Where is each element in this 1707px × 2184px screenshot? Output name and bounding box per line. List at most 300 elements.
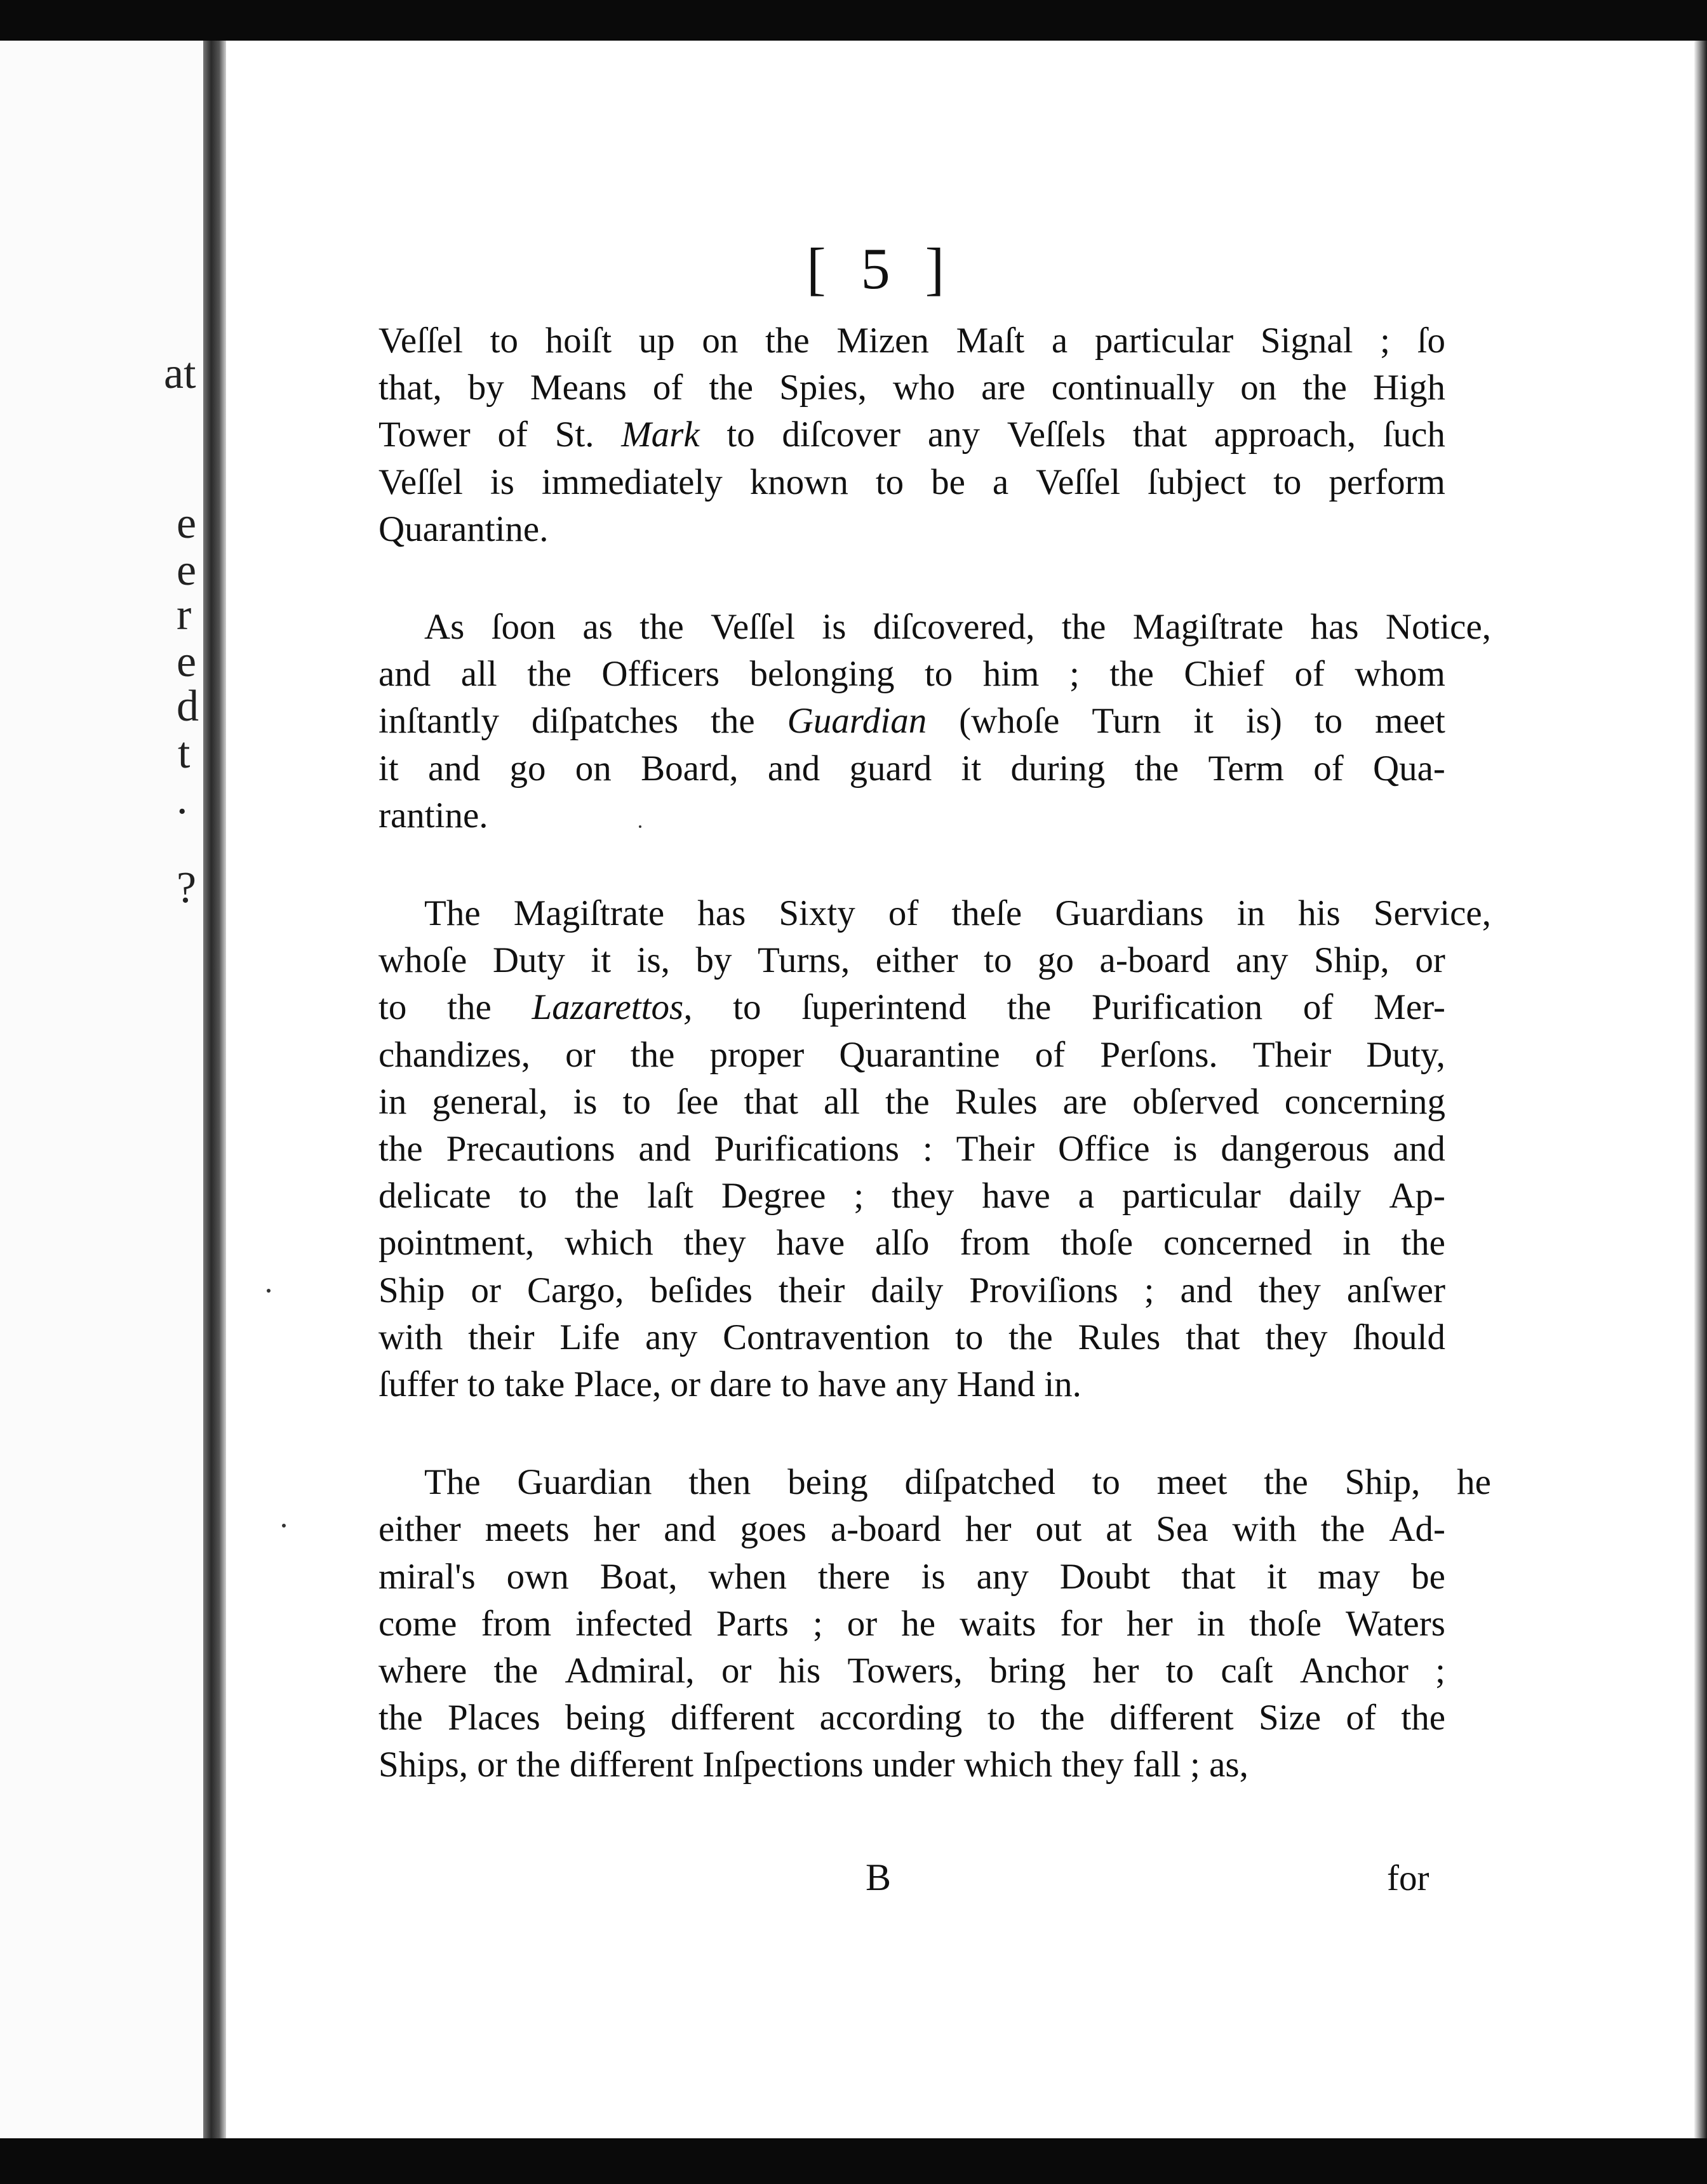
word: Chief	[1184, 654, 1264, 695]
word: of	[1294, 654, 1325, 695]
word: ſubject	[1148, 462, 1247, 502]
word: or	[670, 1364, 710, 1405]
word: Ap-	[1389, 1176, 1445, 1216]
word: dare	[709, 1364, 781, 1405]
word: general,	[432, 1081, 548, 1122]
word: Guardian	[517, 1462, 652, 1503]
word: to	[1092, 1462, 1120, 1503]
word: by	[695, 940, 732, 981]
text-line	[378, 984, 1445, 1031]
word: all	[823, 1081, 860, 1122]
word: daily	[1289, 1176, 1362, 1216]
facing-page-fragment: e	[177, 637, 197, 686]
page-right-edge	[1694, 41, 1707, 2138]
word: Veſſel	[378, 462, 463, 502]
text-line	[378, 1314, 1445, 1361]
word: theſe	[951, 893, 1022, 934]
word: approach,	[1214, 415, 1356, 455]
word: Contravention	[723, 1317, 930, 1357]
word: with	[1232, 1509, 1297, 1550]
word: the	[765, 321, 810, 361]
word: Perſons.	[1100, 1034, 1218, 1075]
text-line	[378, 1126, 1445, 1173]
word: where	[378, 1651, 467, 1691]
word: Veſſels	[1007, 415, 1106, 455]
word: by	[467, 368, 504, 408]
word: thoſe	[1061, 1223, 1134, 1263]
word: Sixty	[779, 893, 855, 934]
text-line	[378, 364, 1445, 411]
word: waits	[960, 1603, 1036, 1644]
word: Officers	[601, 654, 720, 695]
word: the	[885, 1081, 930, 1122]
facing-page-fragment: ?	[177, 863, 197, 912]
word: Qua-	[1372, 748, 1445, 789]
word: Inſpections	[702, 1745, 873, 1785]
word: immediately	[541, 462, 723, 502]
word: Life	[559, 1317, 620, 1357]
text-line	[378, 1741, 1445, 1788]
word: to	[1165, 1651, 1195, 1691]
word: as	[582, 607, 613, 648]
paragraph-gap	[378, 1408, 1445, 1459]
word: of	[1034, 1034, 1066, 1075]
word: is)	[1245, 701, 1282, 742]
word: daily	[871, 1270, 944, 1310]
word: Ad-	[1389, 1509, 1445, 1550]
word: Boat,	[599, 1556, 678, 1597]
italic-word: Lazarettos,	[532, 987, 693, 1028]
word: Veſſel	[378, 321, 463, 361]
word: and	[1393, 1129, 1445, 1169]
word: Mizen	[836, 321, 929, 361]
text-line	[378, 604, 1491, 651]
word: Places	[448, 1698, 540, 1738]
word: to	[726, 415, 755, 455]
paragraph-gap	[378, 839, 1445, 890]
text-line	[378, 792, 1445, 839]
word: ſuperintend	[801, 987, 967, 1028]
paragraph-gap	[378, 553, 1445, 604]
word: different	[569, 1745, 703, 1785]
word: caſt	[1221, 1651, 1273, 1691]
word: laſt	[647, 1176, 693, 1216]
word: Turns,	[758, 940, 850, 981]
word: to	[955, 1317, 984, 1357]
text-line	[378, 937, 1445, 984]
word: is,	[636, 940, 670, 981]
word: any	[1236, 940, 1289, 981]
word: Magiſtrate	[513, 893, 665, 934]
word: have	[982, 1176, 1050, 1216]
word: to	[875, 462, 904, 502]
facing-page-fragment: d	[177, 682, 199, 731]
word: Mer-	[1374, 987, 1445, 1028]
word: he	[1457, 1462, 1491, 1503]
word: Towers,	[847, 1651, 963, 1691]
word: the	[1264, 1462, 1308, 1503]
word: have	[776, 1223, 845, 1263]
word: to	[733, 987, 761, 1028]
paragraph	[378, 1459, 1491, 1788]
word: which	[565, 1223, 653, 1263]
body-text	[378, 317, 1491, 1789]
paragraph	[378, 317, 1445, 553]
word: the	[630, 1034, 675, 1075]
word: they	[1061, 1745, 1133, 1785]
word: Term	[1208, 748, 1284, 789]
word: Spies,	[779, 368, 867, 408]
word: is	[822, 607, 847, 648]
word: Board,	[641, 748, 739, 789]
word: ſo	[1417, 321, 1445, 361]
word: and	[664, 1509, 716, 1550]
scan-top-border	[0, 0, 1707, 41]
word: High	[1372, 368, 1445, 408]
signature-mark: B	[866, 1856, 892, 1898]
word: :	[922, 1129, 933, 1169]
word: go	[1038, 940, 1074, 981]
word: ſuch	[1382, 415, 1445, 455]
word: or	[1415, 940, 1445, 981]
word: Degree	[721, 1176, 826, 1216]
word: Purification	[1092, 987, 1263, 1028]
word: Duty	[492, 940, 565, 981]
word: his	[1298, 893, 1341, 934]
word: any	[927, 415, 981, 455]
word: it	[1266, 1556, 1287, 1597]
word: when	[708, 1556, 787, 1597]
word: and	[1180, 1270, 1233, 1310]
word: of	[1313, 748, 1344, 789]
word: that,	[378, 368, 442, 408]
word: on	[1240, 368, 1277, 408]
word: are	[981, 368, 1026, 408]
word: it	[1193, 701, 1214, 742]
word: Their	[1252, 1034, 1332, 1075]
word: on	[575, 748, 612, 789]
word: the	[516, 1745, 570, 1785]
word: the	[709, 368, 754, 408]
word: obſerved	[1132, 1081, 1259, 1122]
word: diſpatches	[531, 701, 679, 742]
word: ſoon	[491, 607, 556, 648]
word: miral's	[378, 1556, 476, 1597]
word: being	[565, 1698, 646, 1738]
word: or	[477, 1745, 516, 1785]
word: ;	[1435, 1651, 1445, 1691]
word: the	[447, 987, 492, 1028]
word: ;	[1069, 654, 1080, 695]
text-line	[378, 317, 1445, 364]
word: perform	[1329, 462, 1445, 502]
text-line	[378, 1601, 1445, 1648]
word: rantine.	[378, 795, 488, 836]
word: inſtantly	[378, 701, 499, 742]
word: to	[378, 987, 407, 1028]
word: infected	[575, 1603, 692, 1644]
word: to	[622, 1081, 651, 1122]
word: Means	[530, 368, 627, 408]
word: to	[490, 321, 518, 361]
word: the	[493, 1651, 539, 1691]
word: the	[1040, 1698, 1085, 1738]
word: alſo	[875, 1223, 930, 1263]
scan-speck	[282, 1524, 286, 1528]
word: beſides	[650, 1270, 753, 1310]
text-line	[378, 890, 1491, 937]
word: they	[1265, 1317, 1328, 1357]
text-line	[378, 1506, 1445, 1553]
word: be	[931, 462, 965, 502]
word: Place,	[573, 1364, 671, 1405]
word: ſuffer	[378, 1364, 467, 1405]
word: meet	[1375, 701, 1445, 742]
facing-page-edge	[0, 41, 203, 2138]
word: ſhould	[1353, 1317, 1445, 1357]
word: any	[976, 1556, 1029, 1597]
word: who	[892, 368, 956, 408]
word: go	[509, 748, 546, 789]
word: they	[892, 1176, 954, 1216]
word: a-board	[1099, 940, 1210, 981]
word: Proviſions	[969, 1270, 1118, 1310]
text-line	[378, 1648, 1445, 1695]
word: Ships,	[378, 1745, 478, 1785]
word: Maſt	[956, 321, 1025, 361]
word: or	[471, 1270, 501, 1310]
italic-word: Mark	[621, 415, 700, 455]
italic-word: Guardian	[787, 701, 927, 742]
word: is	[490, 462, 514, 502]
word: St.	[554, 415, 594, 455]
word: Anchor	[1299, 1651, 1409, 1691]
word: diſpatched	[904, 1462, 1055, 1503]
text-line	[378, 651, 1445, 698]
word: at	[1106, 1509, 1132, 1550]
word: have	[818, 1364, 896, 1405]
word: diſcovered,	[873, 607, 1035, 648]
word: any	[645, 1317, 698, 1357]
text-line	[378, 1079, 1445, 1126]
word: is	[921, 1556, 946, 1597]
word: the	[1007, 987, 1052, 1028]
word: Tower	[378, 415, 471, 455]
word: whoſe	[378, 940, 467, 981]
text-line	[378, 1032, 1445, 1079]
word: continually	[1051, 368, 1215, 408]
word: meet	[1156, 1462, 1228, 1503]
word: Quarantine.	[378, 509, 549, 549]
word: and	[378, 654, 431, 695]
word: proper	[709, 1034, 805, 1075]
word: the	[378, 1129, 423, 1169]
word: a-board	[830, 1509, 941, 1550]
word: diſcover	[782, 415, 901, 455]
facing-page-fragment: e	[177, 499, 197, 548]
word: belonging	[749, 654, 895, 695]
word: Sea	[1156, 1509, 1208, 1550]
word: and	[427, 748, 481, 789]
word: the	[1109, 654, 1154, 695]
text-line	[378, 698, 1445, 745]
word: Notice,	[1385, 607, 1491, 648]
word: their	[778, 1270, 845, 1310]
word: come	[378, 1603, 457, 1644]
word: it	[961, 748, 982, 789]
word: that	[1186, 1317, 1240, 1357]
word: Rules	[954, 1081, 1038, 1122]
word: with	[378, 1317, 443, 1357]
word: to	[1314, 701, 1343, 742]
text-line	[378, 1554, 1445, 1601]
word: the	[1061, 607, 1106, 648]
word: The	[424, 1462, 481, 1503]
word: of	[1346, 1698, 1376, 1738]
word: guard	[849, 748, 932, 789]
word: the	[1008, 1317, 1053, 1357]
word: according	[819, 1698, 963, 1738]
word: for	[1060, 1603, 1102, 1644]
word: Office	[1058, 1129, 1150, 1169]
word: known	[749, 462, 848, 502]
scan-bottom-border	[0, 2138, 1707, 2184]
page-number: [ 5 ]	[807, 236, 955, 301]
word: As	[424, 607, 465, 648]
facing-page-fragment: at	[164, 349, 196, 398]
word: or	[847, 1603, 878, 1644]
word: in	[1236, 893, 1266, 934]
scan-speck	[639, 825, 641, 828]
word: fall	[1132, 1745, 1191, 1785]
facing-page-fragment: r	[177, 590, 192, 639]
word: the	[1134, 748, 1179, 789]
word: and	[767, 748, 820, 789]
word: ;	[1144, 1270, 1155, 1310]
word: that	[1181, 1556, 1236, 1597]
word: her	[1126, 1603, 1173, 1644]
word: in	[1196, 1603, 1226, 1644]
word: on	[702, 321, 739, 361]
word: be	[1411, 1556, 1445, 1597]
word: are	[1062, 1081, 1108, 1122]
word: (whoſe	[959, 701, 1060, 742]
word: being	[787, 1462, 868, 1503]
text-line	[378, 745, 1445, 792]
word: Magiſtrate	[1132, 607, 1284, 648]
text-line	[378, 1173, 1445, 1220]
word: own	[506, 1556, 569, 1597]
word: to	[987, 1698, 1016, 1738]
word: the	[378, 1698, 423, 1738]
word: dangerous	[1221, 1129, 1370, 1169]
word: up	[638, 321, 675, 361]
word: Ship,	[1314, 940, 1389, 981]
word: or	[565, 1034, 596, 1075]
word: Veſſel	[711, 607, 796, 648]
word: take	[504, 1364, 574, 1405]
word: Guardians	[1055, 893, 1204, 934]
word: as,	[1209, 1745, 1248, 1785]
word: from	[960, 1223, 1031, 1263]
word: thoſe	[1249, 1603, 1322, 1644]
word: the	[1320, 1509, 1365, 1550]
word: the	[711, 701, 755, 742]
word: ;	[812, 1603, 823, 1644]
word: Veſſel	[1036, 462, 1121, 502]
word: The	[424, 893, 481, 934]
word: either	[378, 1509, 461, 1550]
word: it	[378, 748, 399, 789]
word: concerning	[1284, 1081, 1445, 1122]
text-line	[378, 1220, 1445, 1267]
word: Doubt	[1059, 1556, 1151, 1597]
word: the	[527, 654, 572, 695]
word: Ship	[378, 1270, 445, 1310]
word: Cargo,	[526, 1270, 624, 1310]
word: concerned	[1163, 1223, 1313, 1263]
word: whom	[1355, 654, 1445, 695]
word: to	[467, 1364, 505, 1405]
word: and	[638, 1129, 691, 1169]
text-line	[378, 1459, 1491, 1506]
word: they	[683, 1223, 746, 1263]
word: a	[992, 462, 1009, 502]
word: different	[1109, 1698, 1234, 1738]
word: the	[1302, 368, 1347, 408]
word: the	[639, 607, 684, 648]
word: it	[591, 940, 612, 981]
word: him	[982, 654, 1040, 695]
word: or	[721, 1651, 752, 1691]
text-line	[378, 459, 1445, 506]
word: in	[1342, 1223, 1371, 1263]
word: a	[1078, 1176, 1095, 1216]
word: out	[1035, 1509, 1082, 1550]
word: Ship,	[1344, 1462, 1421, 1503]
word: different	[671, 1698, 795, 1738]
word: their	[468, 1317, 535, 1357]
word: the	[1401, 1223, 1445, 1263]
word: ;	[1380, 321, 1391, 361]
word: Precautions	[446, 1129, 615, 1169]
word: during	[1010, 748, 1106, 789]
word: Admiral,	[565, 1651, 695, 1691]
word: pointment,	[378, 1223, 535, 1263]
word: has	[1310, 607, 1359, 648]
word: Rules	[1078, 1317, 1161, 1357]
word: Service,	[1373, 893, 1491, 934]
scan-speck	[267, 1289, 271, 1293]
book-gutter	[203, 41, 226, 2138]
facing-page-fragment: .	[177, 775, 188, 823]
word: from	[481, 1603, 552, 1644]
word: meets	[485, 1509, 570, 1550]
word: to	[780, 1364, 819, 1405]
word: that	[1132, 415, 1188, 455]
word: he	[901, 1603, 936, 1644]
word: the	[575, 1176, 620, 1216]
word: either	[875, 940, 958, 981]
word: goes	[740, 1509, 807, 1550]
word: in	[378, 1081, 407, 1122]
word: her	[965, 1509, 1012, 1550]
word: his	[778, 1651, 821, 1691]
word: of	[1302, 987, 1334, 1028]
word: all	[460, 654, 497, 695]
word: any	[895, 1364, 957, 1405]
word: they	[1258, 1270, 1321, 1310]
